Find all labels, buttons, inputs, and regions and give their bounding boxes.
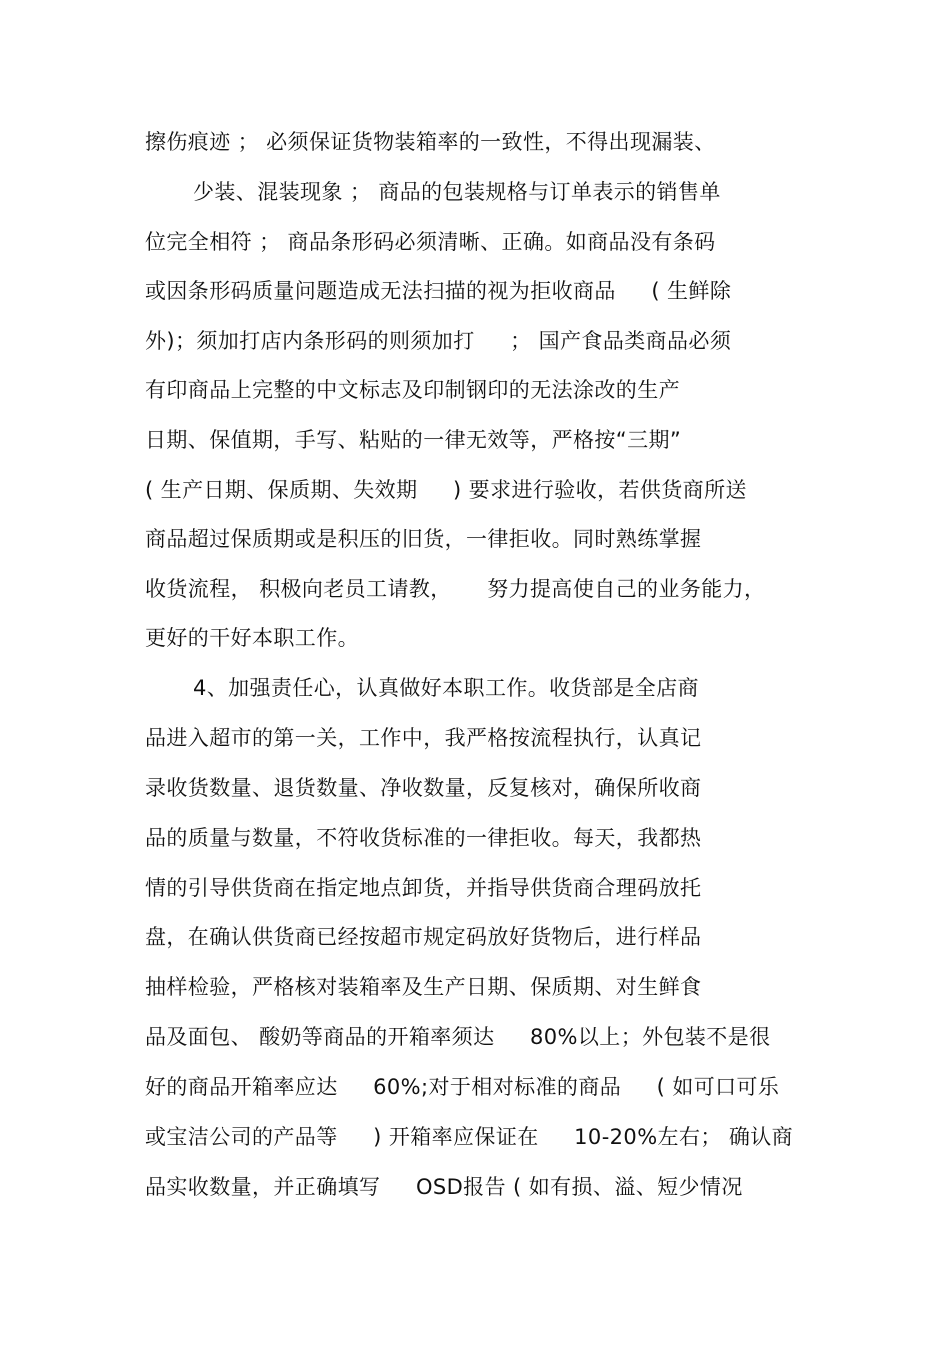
text-line: 好的商品开箱率应达 60%;对于相对标准的商品 ( 如可口可乐 xyxy=(145,1075,780,1099)
text-line: 有印商品上完整的中文标志及印制钢印的无法涂改的生产 xyxy=(145,378,680,402)
text-line: 位完全相符 ； 商品条形码必须清晰、正确。如商品没有条码 xyxy=(145,230,716,254)
text-line: 或因条形码质量问题造成无法扫描的视为拒收商品 ( 生鲜除 xyxy=(145,279,732,303)
text-line: 少装、混装现象 ； 商品的包装规格与订单表示的销售单 xyxy=(193,180,721,204)
text-line: 收货流程， 积极向老员工请教， 努力提高使自己的业务能力， xyxy=(145,577,766,601)
text-line: ( 生产日期、保质期、失效期 ) 要求进行验收，若供货商所送 xyxy=(145,478,747,502)
text-line: 盘，在确认供货商已经按超市规定码放好货物后，进行样品 xyxy=(145,925,702,949)
text-line: 商品超过保质期或是积压的旧货，一律拒收。同时熟练掌握 xyxy=(145,527,702,551)
text-line: 外)；须加打店内条形码的则须加打 ； 国产食品类商品必须 xyxy=(145,329,732,353)
text-line: 品的质量与数量，不符收货标准的一律拒收。每天，我都热 xyxy=(145,826,702,850)
text-line: 更好的干好本职工作。 xyxy=(145,626,359,650)
text-line: 情的引导供货商在指定地点卸货，并指导供货商合理码放托 xyxy=(145,876,702,900)
text-line: 4、加强责任心，认真做好本职工作。收货部是全店商 xyxy=(193,676,699,700)
text-line: 品及面包、 酸奶等商品的开箱率须达 80%以上；外包装不是很 xyxy=(145,1025,771,1049)
text-line: 品进入超市的第一关，工作中，我严格按流程执行，认真记 xyxy=(145,726,702,750)
text-line: 擦伤痕迹 ； 必须保证货物装箱率的一致性，不得出现漏装、 xyxy=(145,130,716,154)
text-line: 抽样检验，严格核对装箱率及生产日期、保质期、对生鲜食 xyxy=(145,975,702,999)
text-line: 录收货数量、退货数量、净收数量，反复核对，确保所收商 xyxy=(145,776,702,800)
text-line: 日期、保值期，手写、粘贴的一律无效等，严格按“三期” xyxy=(145,428,682,452)
text-line: 或宝洁公司的产品等 ) 开箱率应保证在 10-20%左右； 确认商 xyxy=(145,1125,794,1149)
text-line: 品实收数量，并正确填写 OSD报告 ( 如有损、溢、短少情况 xyxy=(145,1175,743,1199)
